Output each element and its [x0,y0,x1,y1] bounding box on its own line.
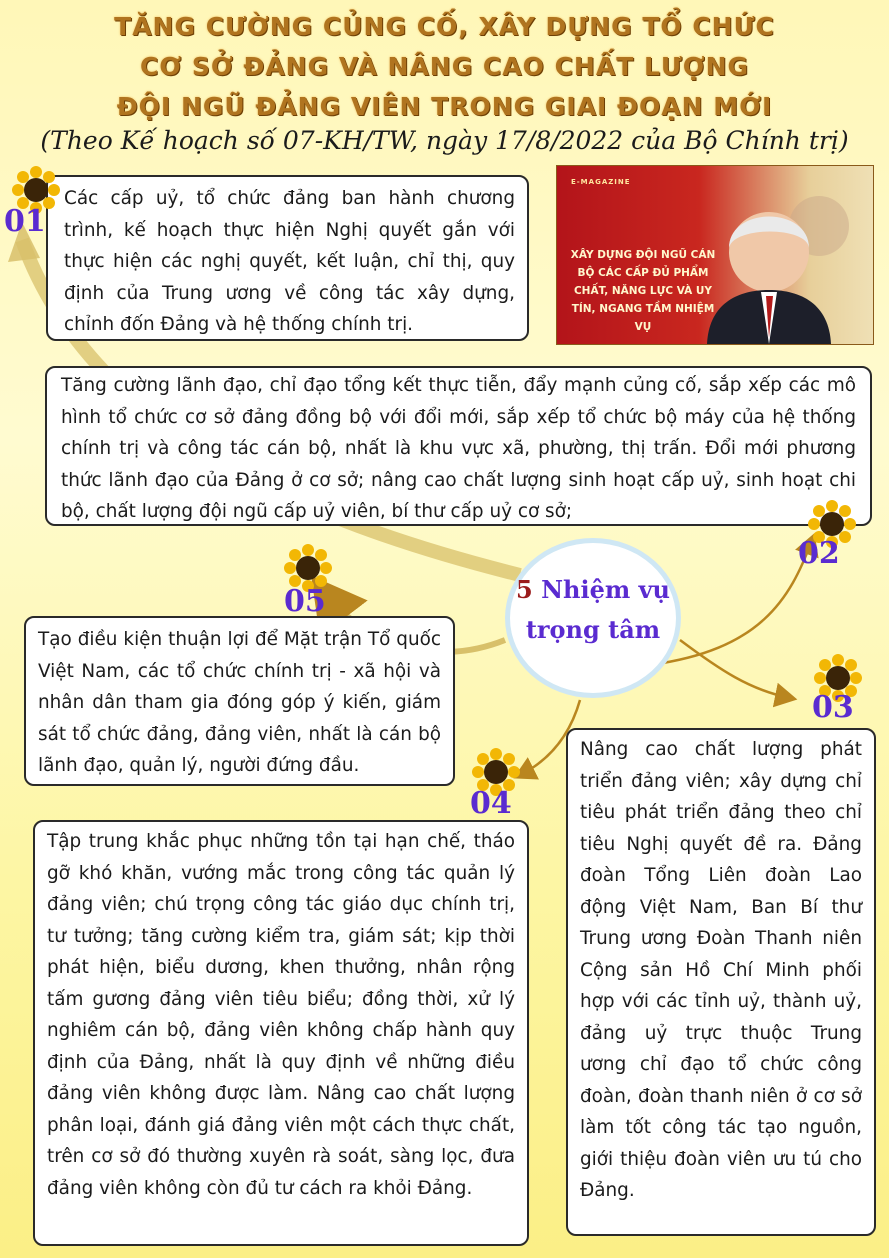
task-03-text: Nâng cao chất lượng phát triển đảng viên; xây dựng chỉ tiêu phát triển đảng theo chỉ tiêu Nghị quyết đề ra. Đảng đoàn Tổng Liên đoàn Lao động Việt Nam, Ban Bí thư Trung ương Đoàn Thanh niên Cộng sản Hồ Chí Minh phối hợp với các tỉnh uỷ, thành uỷ, đảng uỷ trực thuộc Trung ương chỉ đạo tổ chức công đoàn, đoàn thanh niên ở cơ sở làm tốt công tác tạo nguồn, giới thiệu đoàn viên ưu tú cho Đảng. [580,739,862,1201]
task-03-number: 03 [812,690,854,725]
task-02-box [45,366,872,526]
portrait-illustration [557,166,873,344]
photo-tag: E-MAGAZINE [571,178,631,186]
photo-headline: XÂY DỰNG ĐỘI NGŨ CÁN BỘ CÁC CẤP ĐỦ PHẨM CHẤT, NĂNG LỰC VÀ UY TÍN, NGANG TẦM NHIỆM VỤ [570,249,716,333]
task-02-text: Tăng cường lãnh đạo, chỉ đạo tổng kết thực tiễn, đẩy mạnh củng cố, sắp xếp các mô hình tổ chức cơ sở đảng đồng bộ với đổi mới, sắp xếp tổ chức bộ máy của hệ thống chính trị và công tác cán bộ, nhất là khu vực xã, phường, thị trấn. Đổi mới phương thức lãnh đạo của Đảng ở cơ sở; nâng cao chất lượng sinh hoạt cấp uỷ, sinh hoạt chi bộ, chất lượng đội ngũ cấp uỷ viên, bí thư cấp uỷ cơ sở; [61,375,856,522]
title-line-2: CƠ SỞ ĐẢNG VÀ NÂNG CAO CHẤT LƯỢNG [139,52,750,81]
center-label [505,570,681,650]
task-02-number: 02 [798,536,840,571]
arrow-to-03 [680,640,790,698]
subtitle: (Theo Kế hoạch số 07-KH/TW, ngày 17/8/2022 của Bộ Chính trị) [40,126,849,155]
task-04-text: Tập trung khắc phục những tồn tại hạn chế, tháo gỡ khó khăn, vướng mắc trong công tác quản lý đảng viên; chú trọng công tác giáo dục chính trị, tư tưởng; tăng cường kiểm tra, giám sát; kịp thời phát hiện, biểu dương, khen thưởng, nhân rộng tấm gương đảng viên tiêu biểu; đồng thời, xử lý nghiêm cán bộ, đảng viên không chấp hành quy định của Đảng, nhất là quy định về những điều đảng viên không được làm. Nâng cao chất lượng phân loại, đánh giá đảng viên một cách thực chất, trên cơ sở đó thường xuyên rà soát, sàng lọc, đưa đảng viên không còn đủ tư cách ra khỏi Đảng. [47,831,515,1199]
title-line-3: ĐỘI NGŨ ĐẢNG VIÊN TRONG GIAI ĐOẠN MỚI [116,92,773,121]
center-title: Nhiệm vụ trọng tâm [525,575,670,644]
task-01-box [46,175,529,341]
task-05-box [24,616,455,786]
task-05-number: 05 [284,584,326,619]
task-04-box [33,820,529,1246]
task-04-number: 04 [470,786,512,821]
center-number: 5 [516,575,533,604]
photo-banner [556,165,874,345]
task-03-box [566,728,876,1236]
task-01-number: 01 [4,204,46,239]
title-line-1: TĂNG CƯỜNG CỦNG CỐ, XÂY DỰNG TỔ CHỨC [114,12,775,41]
task-05-text: Tạo điều kiện thuận lợi để Mặt trận Tổ quốc Việt Nam, các tổ chức chính trị - xã hội và nhân dân tham gia đóng góp ý kiến, giám sát tổ chức đảng, đảng viên, nhất là cán bộ lãnh đạo, quản lý, người đứng đầu. [38,629,441,776]
task-01-text: Các cấp uỷ, tổ chức đảng ban hành chương trình, kế hoạch thực hiện Nghị quyết gắn với thực hiện các nghị quyết, kết luận, chỉ thị, quy định của Trung ương về công tác xây dựng, chỉnh đốn Đảng và hệ thống chính trị. [64,188,515,335]
